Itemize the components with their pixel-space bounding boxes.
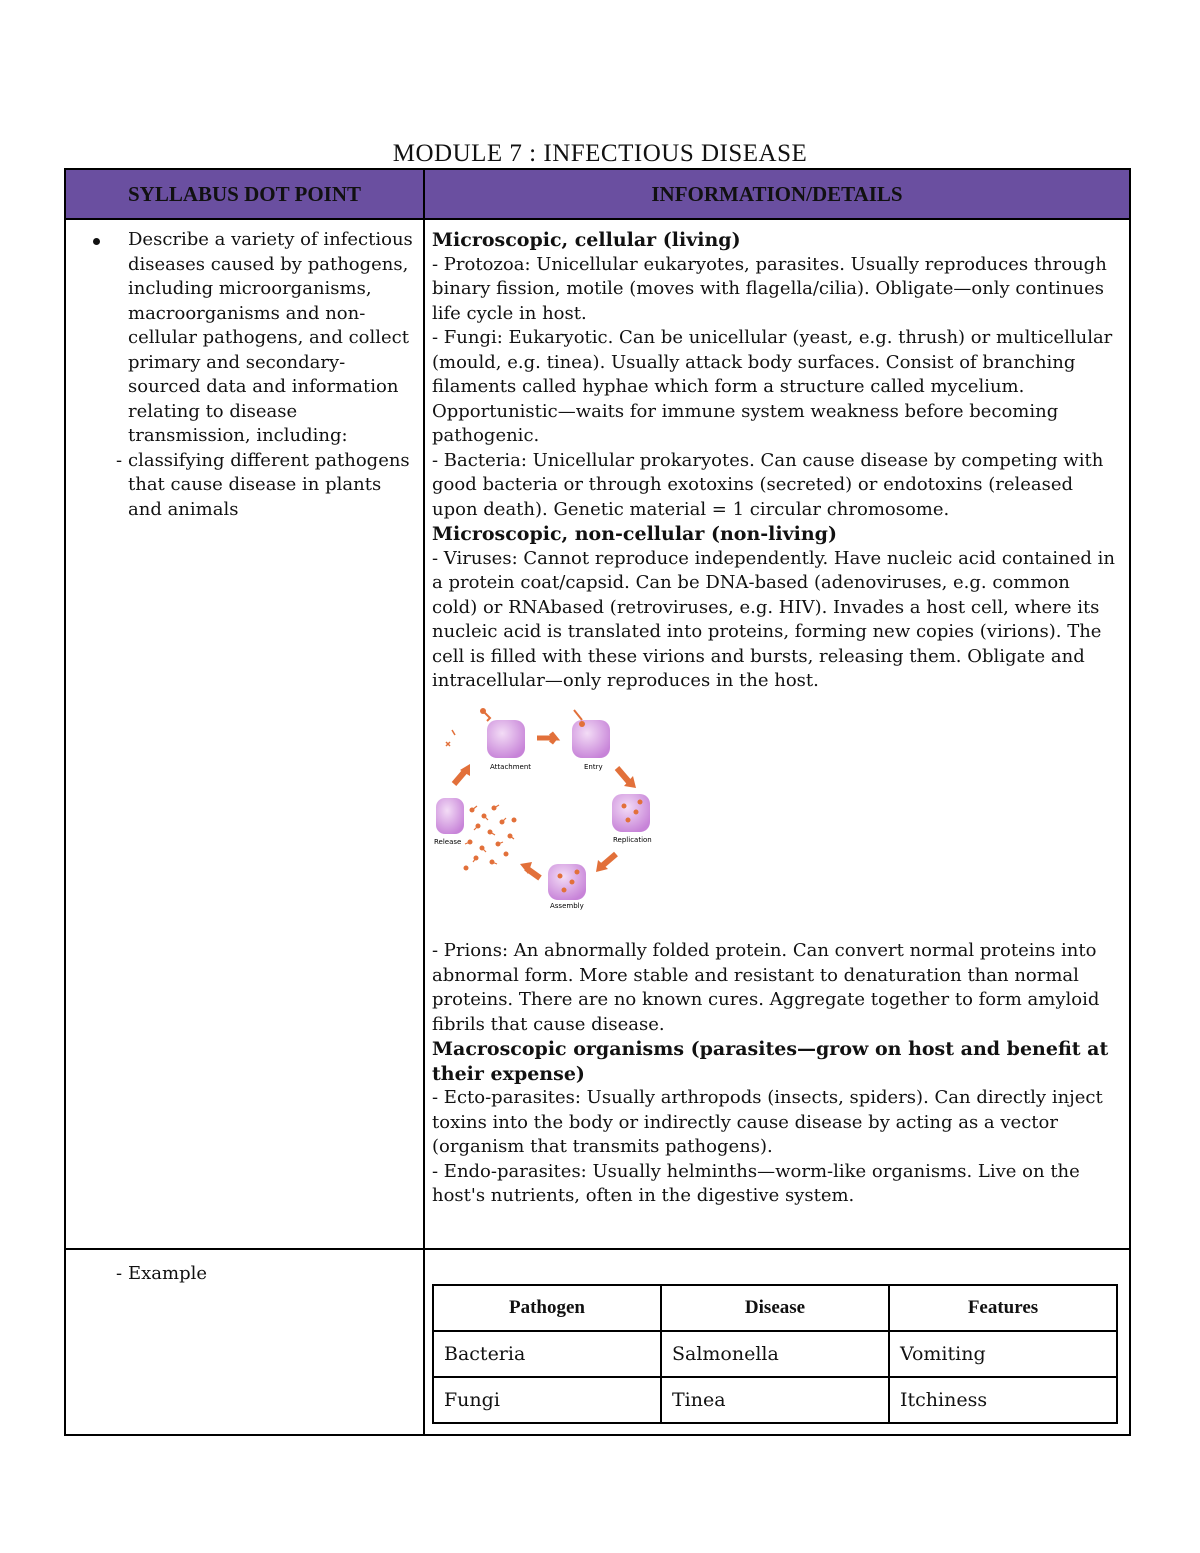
details-cell: [424, 219, 1130, 1249]
example-label-cell: [65, 1249, 424, 1435]
viruses-text: - Viruses: Cannot reproduce independently. Have nucleic acid contained in a protein coat/capsid. Can be DNA-based (adenoviruses, e.g. common cold) or RNAbased (retroviruses, e.g. HIV). Invades a host cell, where its nucleic acid is translated into proteins, forming new copies (virions). The cell is filled with these virions and bursts, releasing them. Obligate and intracellular—only reproduces in the host.: [432, 547, 1115, 691]
replication-cell-icon: [612, 794, 650, 832]
example-table-cell: [424, 1249, 1130, 1435]
assembly-cell-icon: [548, 864, 586, 900]
entry-cell-icon: [572, 710, 610, 758]
sub-point-marker: -: [116, 449, 123, 471]
attachment-cell-icon: [480, 708, 525, 758]
ecto-parasites-text: - Ecto-parasites: Usually arthropods (insects, spiders). Can directly inject toxins into the body or indirectly cause disease by acting as a vector (organism that transmits pathogens).: [432, 1087, 1103, 1157]
example-cell: Vomiting: [889, 1331, 1117, 1377]
diagram-label-assembly: Assembly: [550, 901, 584, 910]
arrow-icon: [537, 733, 555, 743]
page-title: MODULE 7 : INFECTIOUS DISEASE: [392, 140, 808, 167]
arrow-icon: [602, 854, 616, 866]
example-cell: Tinea: [661, 1377, 889, 1423]
diagram-label-attachment: Attachment: [490, 762, 532, 771]
endo-parasites-text: - Endo-parasites: Usually helminths—worm-like organisms. Live on the host's nutrients, often in the digestive system.: [432, 1160, 1080, 1206]
table-row: [433, 1331, 1117, 1377]
table-row: [65, 219, 1130, 1249]
example-marker: -: [116, 1263, 123, 1284]
bullet-icon: [93, 238, 100, 245]
example-cell: Salmonella: [661, 1331, 889, 1377]
viral-replication-cycle-diagram: [432, 702, 664, 912]
example-cell: Fungi: [433, 1377, 661, 1423]
table-row: [433, 1377, 1117, 1423]
example-cell: Itchiness: [889, 1377, 1117, 1423]
diagram-label-release: Release: [434, 837, 462, 846]
header-information-details: INFORMATION/DETAILS: [424, 169, 1130, 219]
section-heading-cellular: Microscopic, cellular (living): [432, 229, 741, 251]
dot-point-cell: [65, 219, 424, 1249]
diagram-label-entry: Entry: [584, 762, 603, 771]
section-heading-macroscopic: Macroscopic organisms (parasites—grow on host and benefit at their expense): [432, 1038, 1109, 1085]
header-syllabus-dot-point: SYLLABUS DOT POINT: [65, 169, 424, 219]
table-row: [65, 1249, 1130, 1435]
example-cell: Bacteria: [433, 1331, 661, 1377]
sub-point-text: classifying different pathogens that cause disease in plants and animals: [128, 449, 410, 520]
section-heading-noncellular: Microscopic, non-cellular (non-living): [432, 523, 837, 545]
fungi-text: - Fungi: Eukaryotic. Can be unicellular (yeast, e.g. thrush) or multicellular (mould, e.g. tinea). Usually attack body surfaces. Consist of branching filaments called hyphae which form a structure called mycelium. Opportunistic—waits for immune system weakness before becoming pathogenic.: [432, 327, 1113, 446]
diagram-label-replication: Replication: [613, 835, 652, 844]
example-header-pathogen: Pathogen: [433, 1285, 661, 1331]
release-cell-icon: [436, 798, 517, 871]
bacteria-text: - Bacteria: Unicellular prokaryotes. Can cause disease by competing with good bacteria or through exotoxins (secreted) or endotoxins (released upon death). Genetic material = 1 circular chromosome.: [432, 449, 1104, 520]
example-table: [432, 1284, 1118, 1424]
arrow-icon: [617, 768, 629, 782]
syllabus-table: [64, 168, 1131, 1436]
prions-text: - Prions: An abnormally folded protein. Can convert normal proteins into abnormal form. More stable and resistant to denaturation than normal proteins. There are no known cures. Aggregate together to form amyloid fibrils that cause disease.: [432, 940, 1100, 1035]
example-label: Example: [128, 1263, 208, 1284]
example-header-features: Features: [889, 1285, 1117, 1331]
protozoa-text: - Protozoa: Unicellular eukaryotes, parasites. Usually reproduces through binary fission, motile (moves with flagella/cilia). Obligate—only continues life cycle in host.: [432, 253, 1107, 324]
dot-point-text: Describe a variety of infectious diseases caused by pathogens, including microorganisms, macroorganisms and non-cellular pathogens, and collect primary and secondary-sourced data and information relating to disease transmission, including:: [128, 229, 413, 446]
example-header-disease: Disease: [661, 1285, 889, 1331]
